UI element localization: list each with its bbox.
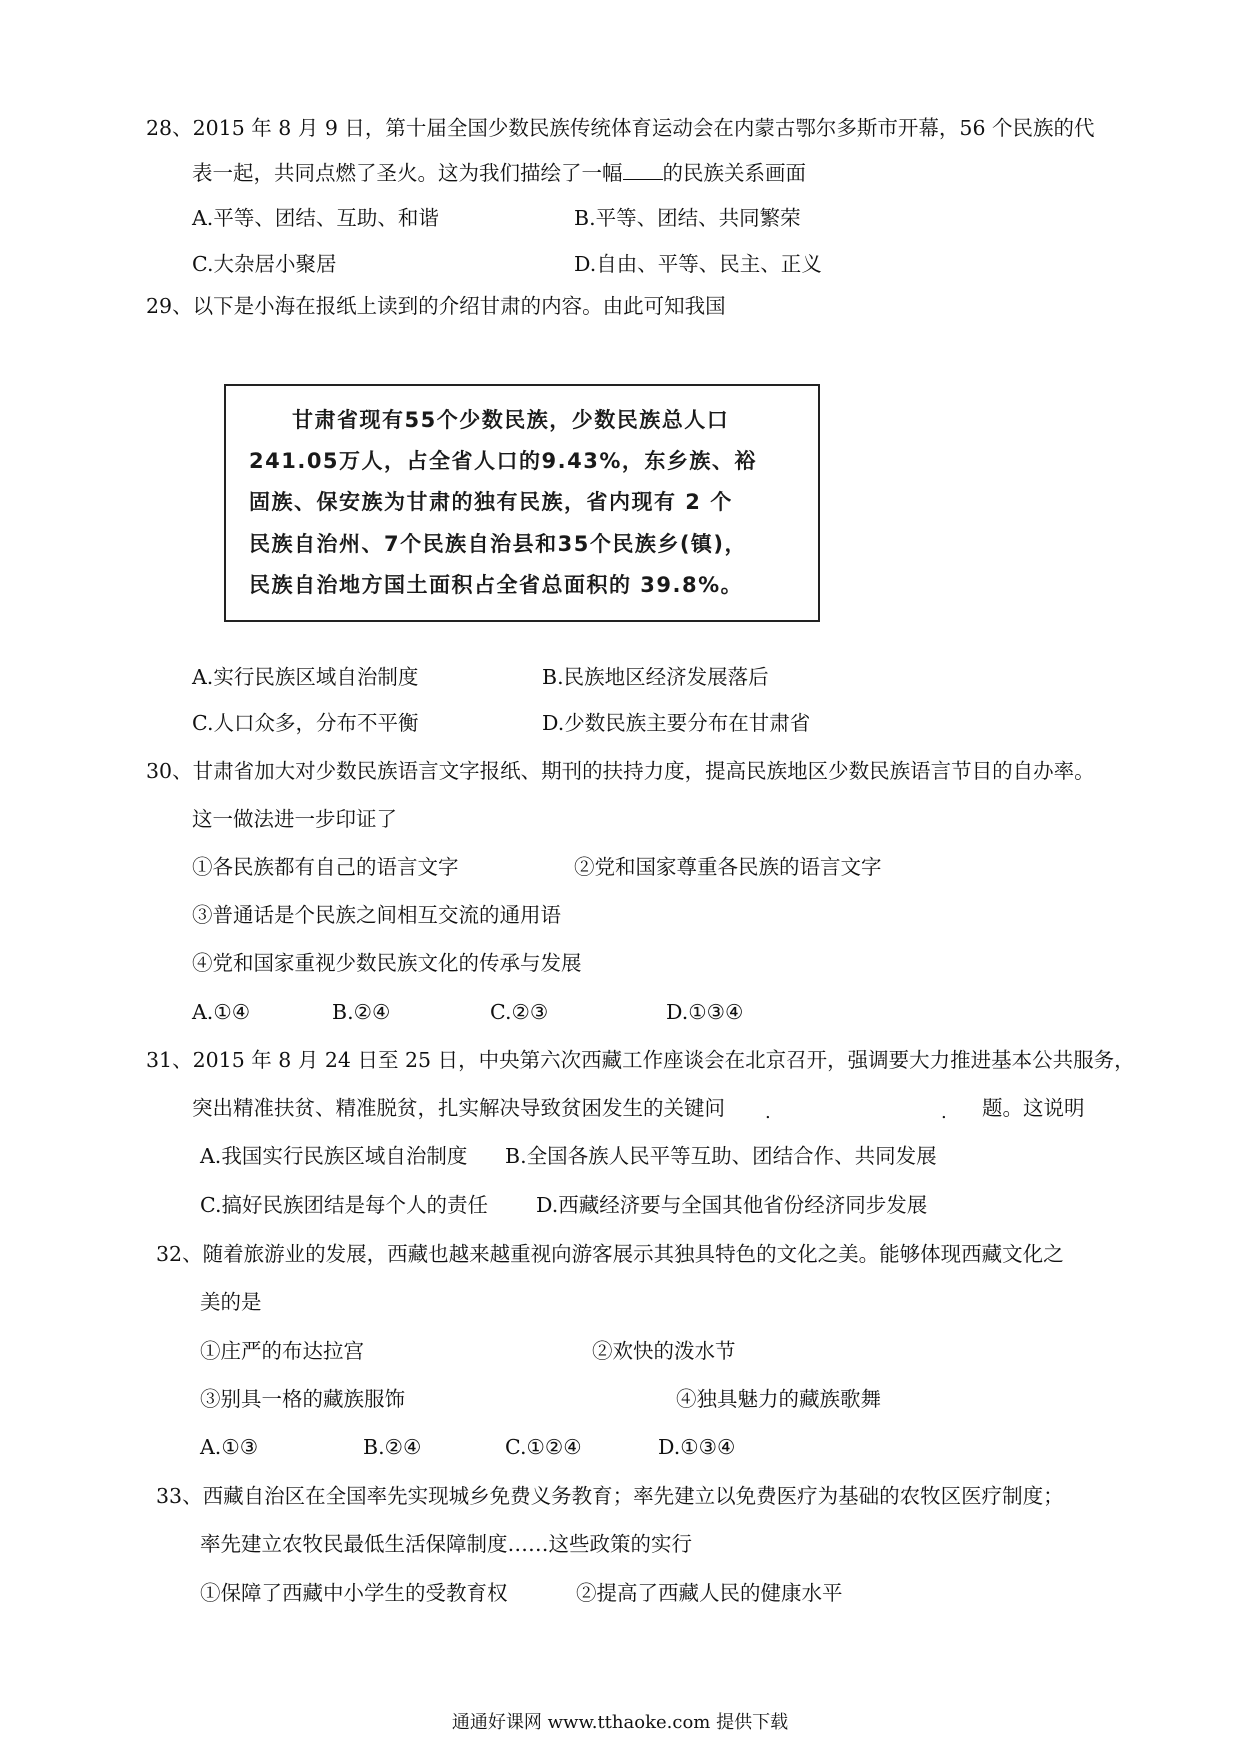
q30-item-4: ④党和国家重视少数民族文化的传承与发展 (192, 951, 582, 975)
q30-stem-line2: 这一做法进一步印证了 (192, 807, 397, 831)
q28-option-d: D.自由、平等、民主、正义 (574, 252, 822, 276)
q33-item-2: ②提高了西藏人民的健康水平 (576, 1581, 843, 1605)
q31-stem-line1: 31、2015 年 8 月 24 日至 25 日，中央第六次西藏工作座谈会在北京召开，强调要大力推进基本公共服务， (146, 1048, 1135, 1072)
q30-stem-line1: 30、甘肃省加大对少数民族语言文字报纸、期刊的扶持力度，提高民族地区少数民族语言节目的自办率。 (146, 759, 1095, 783)
q29-excerpt-line3: 固族、保安族为甘肃的独有民族，省内现有 2 个 (249, 490, 733, 514)
q33-item-1: ①保障了西藏中小学生的受教育权 (200, 1581, 508, 1605)
q32-item-4: ④独具魅力的藏族歌舞 (676, 1387, 881, 1411)
q31-option-d: D.西藏经济要与全国其他省份经济同步发展 (536, 1193, 928, 1217)
q30-option-c: C.②③ (490, 1000, 549, 1024)
q30-option-b: B.②④ (332, 1000, 391, 1024)
q30-item-1: ①各民族都有自己的语言文字 (192, 855, 459, 879)
q33-stem-line1: 33、西藏自治区在全国率先实现城乡免费义务教育；率先建立以免费医疗为基础的农牧区医疗制度； (156, 1484, 1064, 1508)
q28-stem-line2-post: 的民族关系画面 (662, 161, 806, 185)
q29-option-b: B.民族地区经济发展落后 (542, 665, 769, 689)
q33-stem-line2: 率先建立农牧民最低生活保障制度……这些政策的实行 (200, 1532, 692, 1556)
q29-excerpt-line5: 民族自治地方国土面积占全省总面积的 39.8%。 (249, 573, 744, 597)
q28-stem-line2-pre: 表一起，共同点燃了圣火。这为我们描绘了一幅 (192, 161, 623, 185)
q32-item-2: ②欢快的泼水节 (592, 1339, 736, 1363)
q31-stray-mark-2: . (941, 1102, 947, 1123)
q30-item-2: ②党和国家尊重各民族的语言文字 (574, 855, 882, 879)
q30-option-d: D.①③④ (666, 1000, 744, 1024)
q29-option-a: A.实行民族区域自治制度 (192, 665, 419, 689)
page-footer: 通通好课网 www.tthaoke.com 提供下载 (451, 1712, 789, 1733)
q29-excerpt-line2: 241.05万人，占全省人口的9.43%，东乡族、裕 (249, 449, 757, 473)
q31-option-c: C.搞好民族团结是每个人的责任 (200, 1193, 488, 1217)
q32-option-c: C.①②④ (505, 1435, 582, 1459)
q32-stem-line2: 美的是 (200, 1290, 262, 1314)
q30-option-a: A.①④ (192, 1000, 251, 1024)
q28-stem-line2 (192, 159, 806, 187)
q29-stem: 29、以下是小海在报纸上读到的介绍甘肃的内容。由此可知我国 (146, 294, 726, 318)
q29-option-d: D.少数民族主要分布在甘肃省 (542, 711, 811, 735)
q30-item-3: ③普通话是个民族之间相互交流的通用语 (192, 903, 561, 927)
q32-item-1: ①庄严的布达拉宫 (200, 1339, 364, 1363)
q31-stem-line2-post: 题。这说明 (982, 1096, 1085, 1120)
q28-option-b: B.平等、团结、共同繁荣 (574, 206, 801, 230)
q29-excerpt-line1: 甘肃省现有55个少数民族，少数民族总人口 (292, 408, 730, 432)
q29-excerpt-line4: 民族自治州、7个民族自治县和35个民族乡(镇)， (249, 532, 748, 556)
q32-stem-line1: 32、随着旅游业的发展，西藏也越来越重视向游客展示其独具特色的文化之美。能够体现西藏文化之 (156, 1242, 1064, 1266)
q31-stem-line2-pre: 突出精准扶贫、精准脱贫，扎实解决导致贫困发生的关键问 (192, 1096, 725, 1120)
q28-option-a: A.平等、团结、互助、和谐 (192, 206, 439, 230)
q29-option-c: C.人口众多，分布不平衡 (192, 711, 419, 735)
q31-stray-mark-1: . (765, 1102, 771, 1123)
q32-option-a: A.①③ (200, 1435, 259, 1459)
q28-option-c: C.大杂居小聚居 (192, 252, 337, 276)
q31-option-a: A.我国实行民族区域自治制度 (200, 1144, 468, 1168)
q28-stem-line1: 28、2015 年 8 月 9 日，第十届全国少数民族传统体育运动会在内蒙古鄂尔多斯市开幕，56 个民族的代 (146, 116, 1095, 140)
q32-item-3: ③别具一格的藏族服饰 (200, 1387, 405, 1411)
q31-option-b: B.全国各族人民平等互助、团结合作、共同发展 (505, 1144, 937, 1168)
q32-option-b: B.②④ (363, 1435, 422, 1459)
q28-answer-blank (623, 161, 663, 180)
q32-option-d: D.①③④ (658, 1435, 736, 1459)
